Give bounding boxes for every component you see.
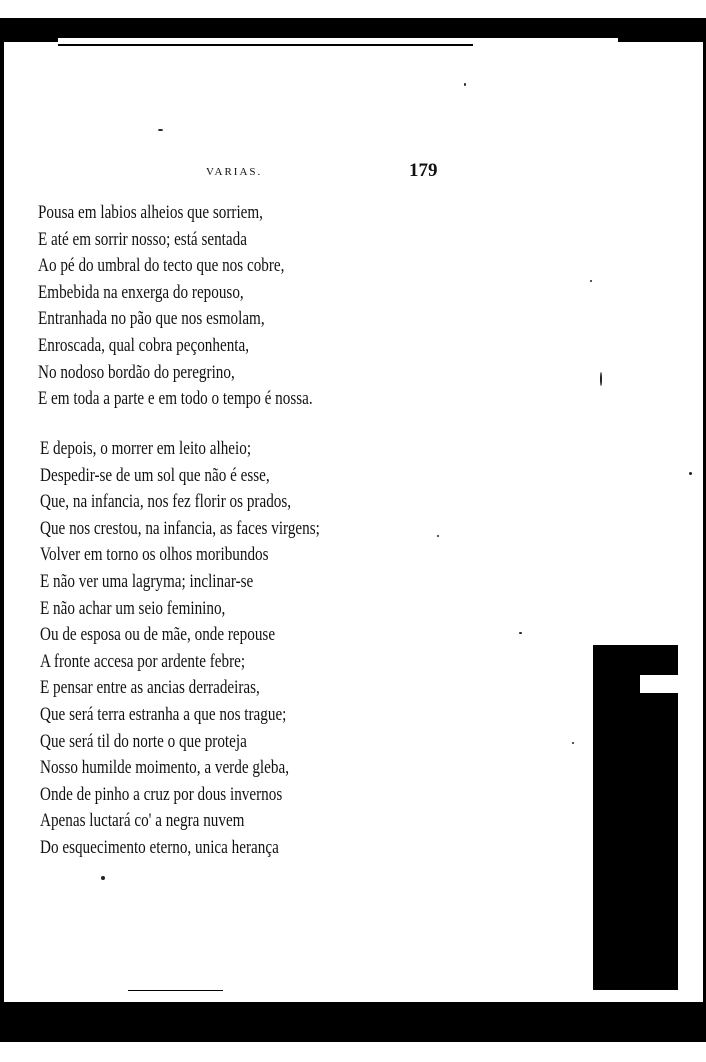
poem-line: Ao pé do umbral do tecto que nos cobre,	[38, 256, 285, 277]
scan-speck	[590, 280, 592, 282]
scan-speck	[437, 535, 439, 537]
poem-line: E não achar um seio feminino,	[40, 598, 226, 619]
poem-line: E depois, o morrer em leito alheio;	[40, 439, 252, 459]
poem-line: E pensar entre as ancias derradeiras,	[40, 678, 260, 699]
scan-speck	[572, 742, 574, 744]
poem-line: Do esquecimento eterno, unica herança	[40, 837, 279, 858]
poem-line: Apenas luctará co' a negra nuvem	[40, 811, 245, 832]
poem-line: Que será terra estranha a que nos trague;	[40, 704, 287, 725]
poem-line: Que nos crestou, na infancia, as faces virgens;	[40, 518, 320, 539]
poem-stanza-2	[40, 436, 320, 862]
poem-line: Embebida na enxerga do repouso,	[38, 282, 244, 303]
scan-speck	[600, 372, 602, 386]
poem-line: No nodoso bordão do peregrino,	[38, 362, 235, 383]
poem-line: Que será til do norte o que proteja	[40, 731, 247, 752]
scan-bottom-band	[0, 1002, 706, 1042]
poem-line: A fronte accesa por ardente febre;	[40, 651, 246, 672]
scan-speck	[464, 83, 466, 86]
poem-line: Onde de pinho a cruz por dous invernos	[40, 784, 283, 805]
poem-line: E até em sorrir nosso; está sentada	[38, 229, 247, 250]
scan-speck	[158, 129, 163, 131]
scan-right-blot-notch	[640, 675, 682, 693]
poem-line: Enroscada, qual cobra peçonhenta,	[38, 335, 250, 356]
page-number: 179	[409, 160, 438, 181]
poem-line: Que, na infancia, nos fez florir os prados,	[40, 492, 292, 513]
scan-top-band-gap	[58, 38, 618, 42]
poem-line: Despedir-se de um sol que não é esse,	[40, 465, 270, 486]
poem-line: Pousa em labios alheios que sorriem,	[38, 203, 263, 223]
header-rule	[58, 44, 473, 46]
footer-rule	[128, 990, 223, 991]
scan-right-blot	[593, 645, 678, 990]
poem-line: Nosso humilde moimento, a verde gleba,	[40, 758, 289, 779]
running-head: VARIAS.	[206, 166, 263, 178]
scan-speck	[689, 472, 692, 475]
scan-left-edge	[0, 42, 4, 1002]
poem-line: E em toda a parte e em todo o tempo é nossa.	[38, 389, 313, 410]
scan-speck	[519, 632, 522, 634]
poem-line: E não ver uma lagryma; inclinar-se	[40, 571, 254, 592]
scan-speck	[101, 876, 105, 880]
poem-line: Volver em torno os olhos moribundos	[40, 545, 269, 566]
poem-line: Entranhada no pão que nos esmolam,	[38, 309, 265, 330]
poem-stanza-1	[38, 200, 313, 413]
poem-line: Ou de esposa ou de mãe, onde repouse	[40, 625, 276, 646]
